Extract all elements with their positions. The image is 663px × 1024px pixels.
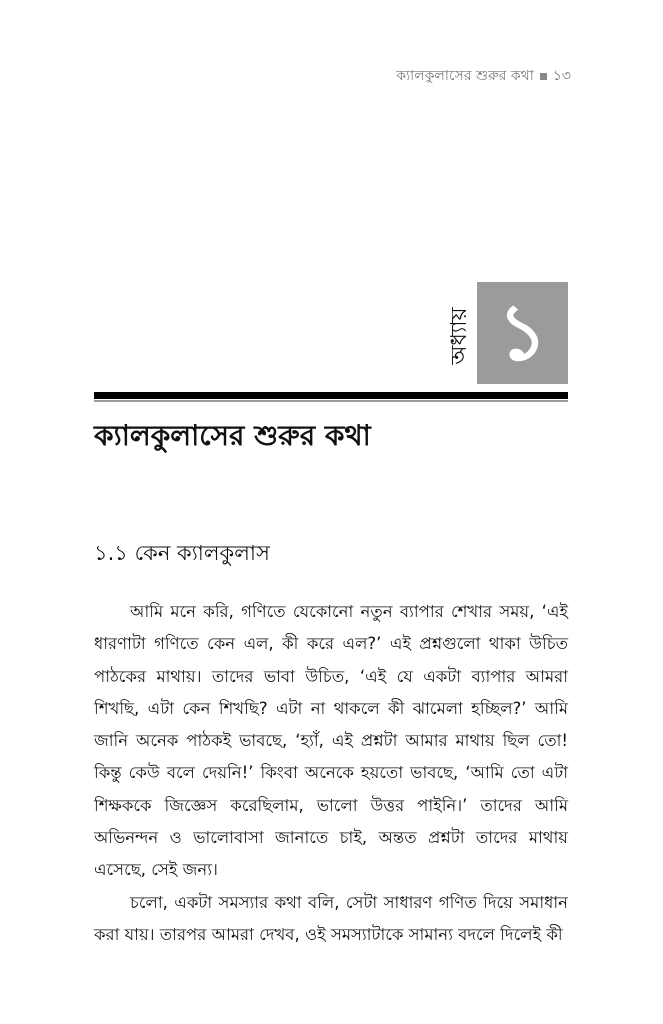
chapter-title: ক্যালকুলাসের শুরুর কথা (94, 419, 371, 452)
body-text (94, 596, 568, 951)
chapter-label: অধ্যায় (447, 307, 472, 365)
square-bullet-icon (540, 73, 547, 80)
chapter-rule-thick (94, 392, 568, 399)
paragraph: আমি মনে করি, গণিতে যেকোনো নতুন ব্যাপার শেখার সময়, ‘এই ধারণাটা গণিতে কেন এল, কী করে এল?’ এই প্রশ্নগুলো থাকা উচিত পাঠকের মাথায়। তাদের ভাবা উচিত, ‘এই যে একটা ব্যাপার আমরা শিখছি, এটা কেন শিখছি? এটা না থাকলে কী ঝামেলা হচ্ছিল?’ আমি জানি অনেক পাঠকই ভাবছে, ‘হ্যাঁ, এই প্রশ্নটা আমার মাথায় ছিল তো! কিন্তু কেউ বলে দেয়নি!’ কিংবা অনেকে হয়তো ভাবছে, ‘আমি তো এটা শিক্ষককে জিজ্ঞেস করেছিলাম, ভালো উত্তর পাইনি।’ তাদের আমি অভিনন্দন ও ভালোবাসা জানাতে চাই, অন্তত প্রশ্নটা তাদের মাথায় এসেছে, সেই জন্য। (94, 602, 568, 880)
running-head-title: ক্যালকুলাসের শুরুর কথা (396, 68, 534, 84)
chapter-number-box (477, 282, 568, 384)
running-head (396, 64, 571, 88)
paragraph: চলো, একটা সমস্যার কথা বলি, সেটা সাধারণ গণিত দিয়ে সমাধান করা যায়। তারপর আমরা দেখব, ওই সমস্যাটাকে সামান্য বদলে দিলেই কী (94, 892, 568, 944)
section-heading: ১.১ কেন ক্যালকুলাস (94, 541, 270, 565)
chapter-rule-thin (94, 400, 568, 402)
page-number: ১৩ (552, 68, 571, 84)
chapter-number: ১ (497, 288, 548, 378)
